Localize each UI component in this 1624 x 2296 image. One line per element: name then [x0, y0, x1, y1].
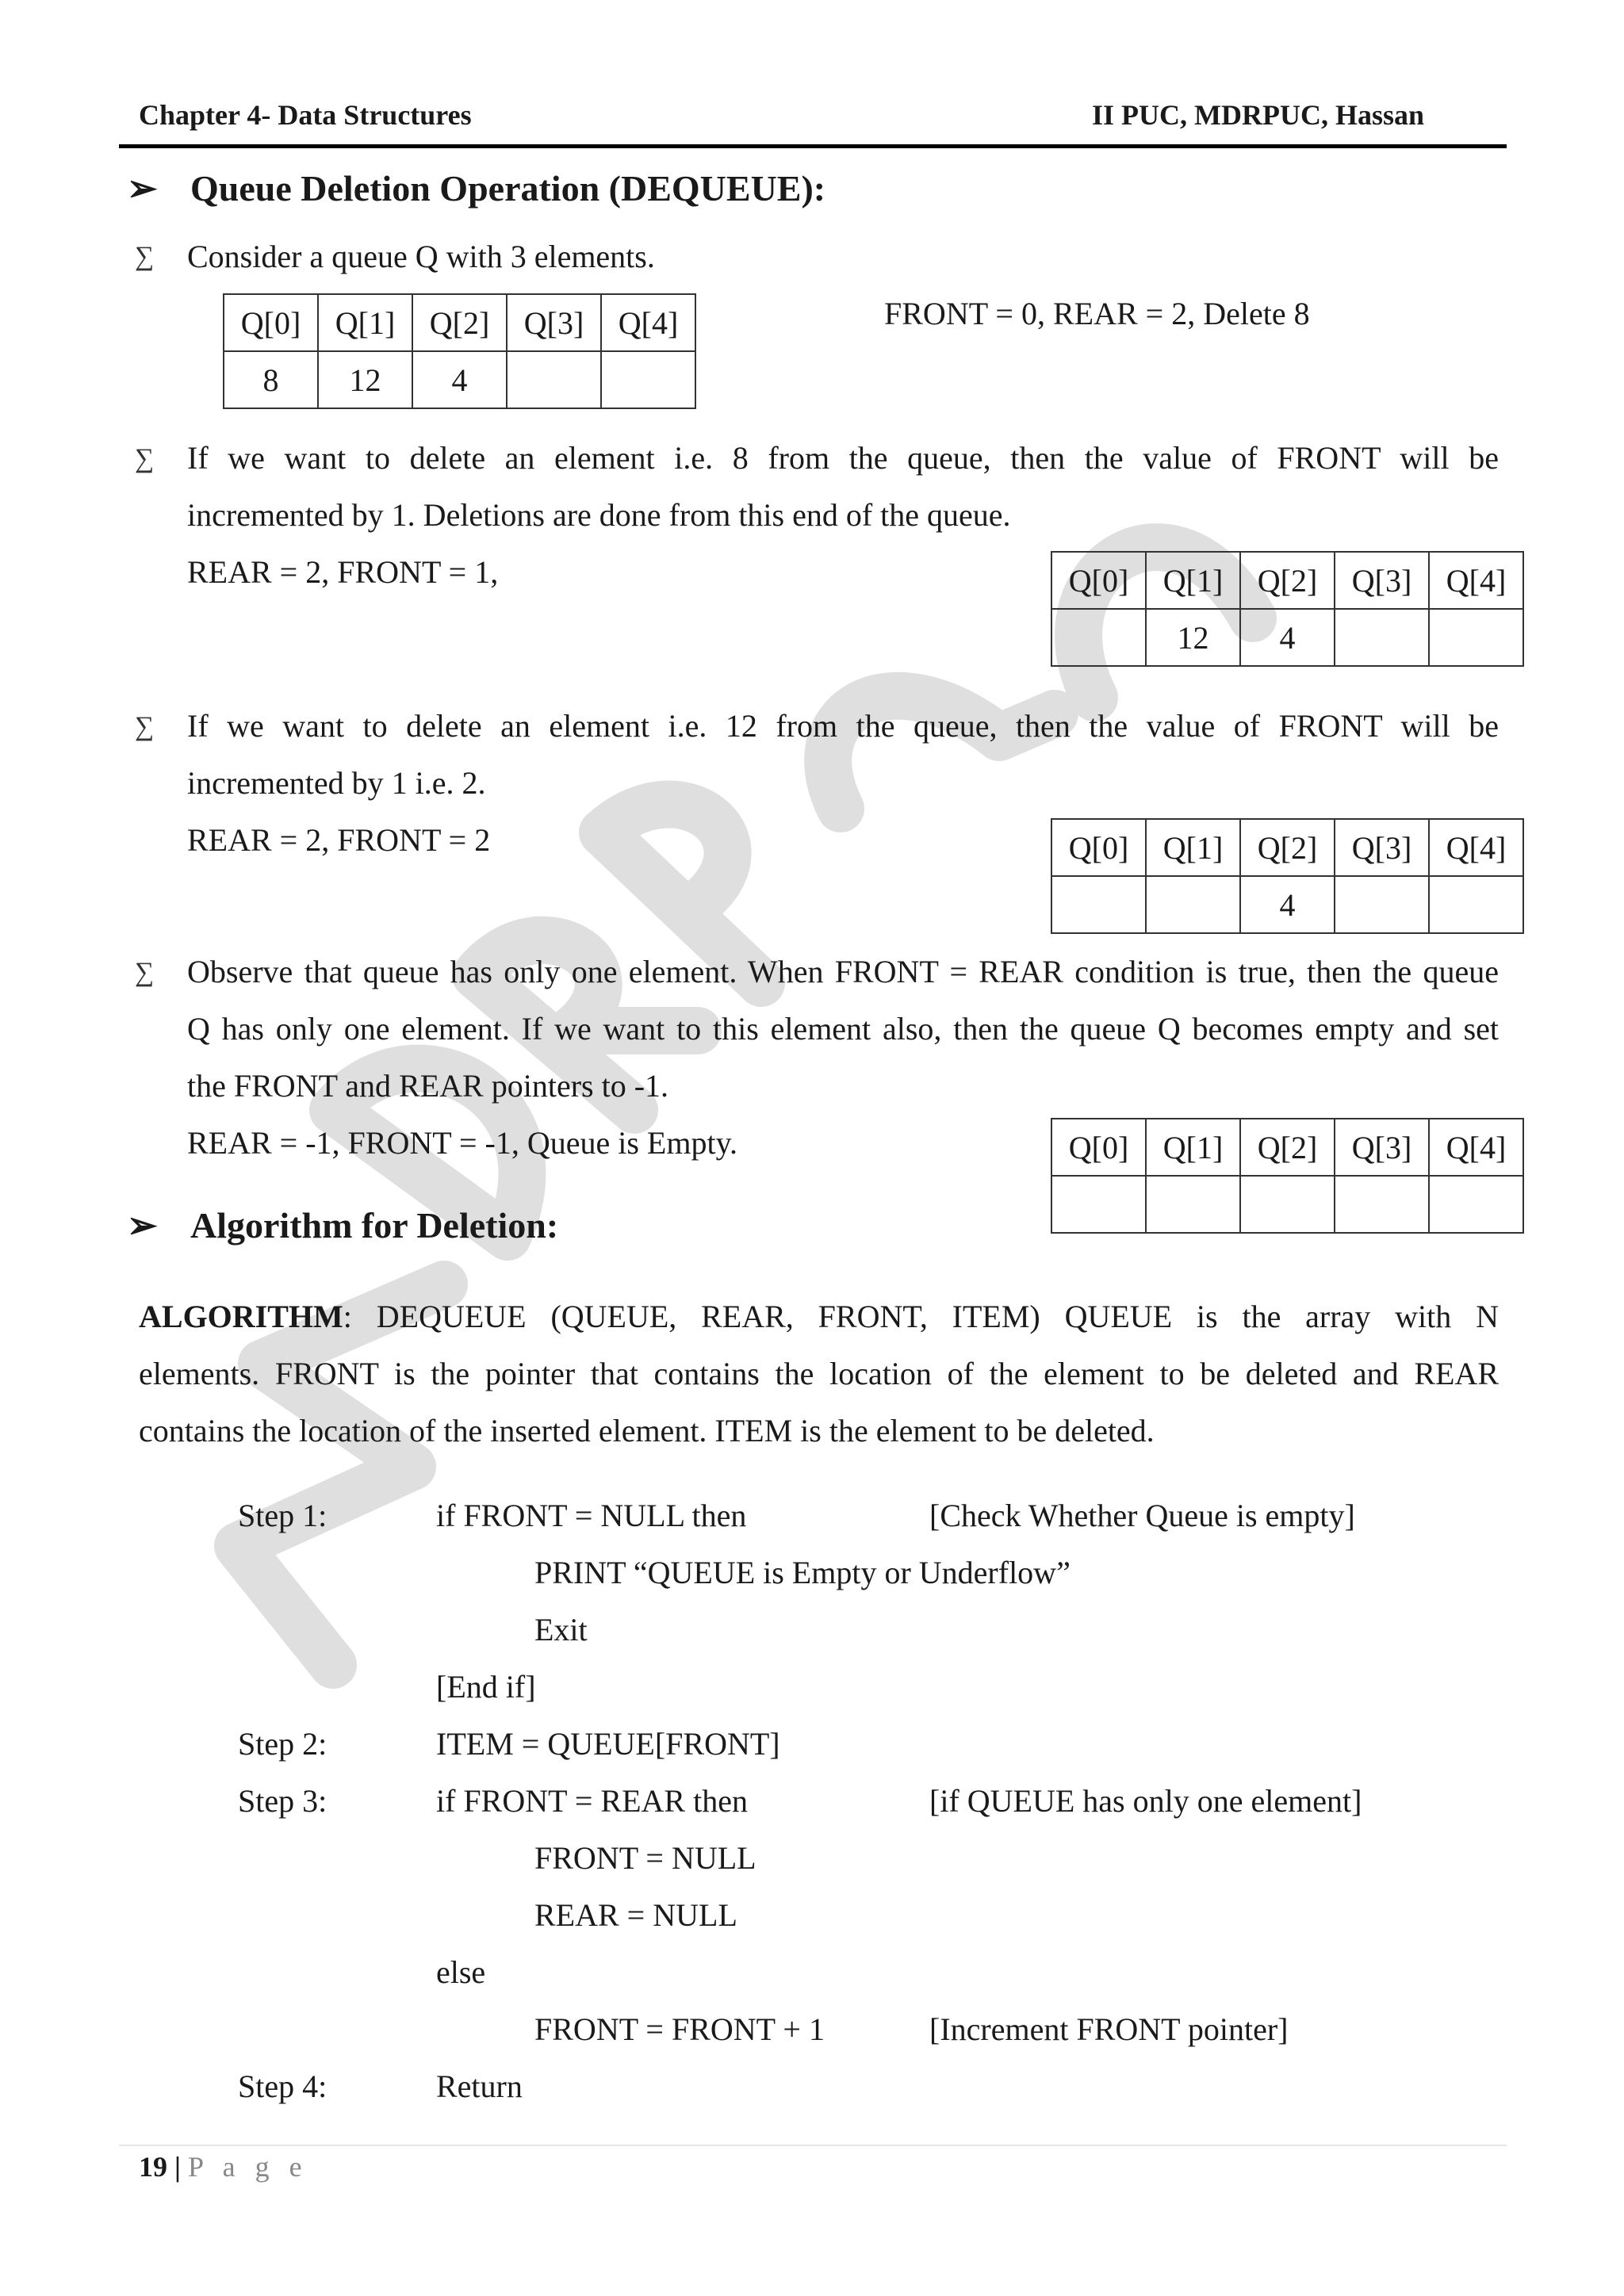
table-header-cell: Q[3]: [1335, 1119, 1429, 1176]
sum-bullet-icon: ∑: [135, 242, 155, 271]
table-value-cell: 12: [1146, 609, 1240, 666]
table-header-cell: Q[2]: [1240, 819, 1335, 876]
table-header-cell: Q[1]: [1146, 552, 1240, 609]
table-header-cell: Q[2]: [1240, 1119, 1335, 1176]
paragraph-delete-8-line2: incremented by 1. Deletions are done from this end of the queue.: [187, 497, 1011, 533]
table-value-cell: [1146, 876, 1240, 933]
step-1-comment: [Check Whether Queue is empty]: [929, 1498, 1355, 1533]
table-value-cell: [1335, 1176, 1429, 1233]
arrow-bullet-icon: ➢: [127, 1205, 158, 1246]
step-2-code: ITEM = QUEUE[FRONT]: [436, 1726, 780, 1762]
paragraph-consider-queue: Consider a queue Q with 3 elements.: [187, 239, 655, 274]
step-3-code: if FRONT = REAR then: [436, 1783, 748, 1819]
table-header-cell: Q[3]: [507, 294, 601, 351]
footer-divider: [119, 2145, 1507, 2146]
table-value-cell: 8: [224, 351, 318, 408]
table-header-cell: Q[0]: [224, 294, 318, 351]
sum-bullet-icon: ∑: [135, 958, 155, 987]
algorithm-description-line3: contains the location of the inserted element. ITEM is the element to be deleted.: [139, 1413, 1155, 1448]
step-1-endif: [End if]: [436, 1669, 536, 1705]
queue-table-initial: [223, 293, 696, 409]
table-header-cell: Q[4]: [1429, 552, 1523, 609]
header-divider: [119, 144, 1507, 148]
algorithm-description-line2: elements. FRONT is the pointer that contains the location of the element to be deleted and REAR: [139, 1356, 1499, 1391]
step-3-label: Step 3:: [238, 1783, 327, 1819]
sum-bullet-icon: ∑: [135, 712, 155, 741]
table-header-cell: Q[2]: [412, 294, 507, 351]
queue-table-after-delete-12: [1051, 818, 1524, 934]
paragraph-delete-12-line2: incremented by 1 i.e. 2.: [187, 765, 486, 801]
algorithm-label: ALGORITHM: [139, 1299, 343, 1334]
queue-table-empty: [1051, 1118, 1524, 1234]
table-value-cell: [1429, 1176, 1523, 1233]
table-header-cell: Q[2]: [1240, 552, 1335, 609]
page-footer: [139, 2150, 308, 2183]
section-heading-dequeue: [127, 166, 825, 209]
table-header-cell: Q[1]: [1146, 819, 1240, 876]
paragraph-one-element-line1: Observe that queue has only one element. When FRONT = REAR condition is true, then the queue: [187, 954, 1499, 989]
header-chapter-title: Chapter 4- Data Structures: [139, 99, 472, 131]
step-2-label: Step 2:: [238, 1726, 327, 1762]
queue-table-after-delete-8: [1051, 551, 1524, 667]
table-value-cell: 12: [318, 351, 412, 408]
section-title-text: Queue Deletion Operation (DEQUEUE):: [190, 168, 826, 209]
step-4-code: Return: [436, 2068, 523, 2104]
table-value-cell: [1051, 609, 1146, 666]
paragraph-delete-12-line1: If we want to delete an element i.e. 12 from the queue, then the value of FRONT will be: [187, 708, 1499, 744]
page-word: P a g e: [187, 2151, 308, 2183]
step-3-increment-comment: [Increment FRONT pointer]: [929, 2011, 1289, 2047]
table-header-cell: Q[3]: [1335, 819, 1429, 876]
table-value-cell: 4: [1240, 876, 1335, 933]
sum-bullet-icon: ∑: [135, 444, 155, 473]
paragraph-one-element-line2: Q has only one element. If we want to this element also, then the queue Q becomes empty and set: [187, 1011, 1499, 1047]
table-header-cell: Q[3]: [1335, 552, 1429, 609]
step-1-label: Step 1:: [238, 1498, 327, 1533]
table-value-cell: [1051, 876, 1146, 933]
algorithm-description-line1: [139, 1288, 1499, 1345]
table-header-cell: Q[0]: [1051, 1119, 1146, 1176]
step-1-exit: Exit: [534, 1612, 588, 1647]
step-3-rear-null: REAR = NULL: [534, 1897, 737, 1933]
table-value-cell: [1051, 1176, 1146, 1233]
arrow-bullet-icon: ➢: [127, 168, 158, 209]
state-text-3: REAR = 2, FRONT = 2: [187, 822, 491, 858]
state-text-4: REAR = -1, FRONT = -1, Queue is Empty.: [187, 1125, 737, 1161]
section-heading-algorithm: [127, 1203, 558, 1246]
table-value-cell: [507, 351, 601, 408]
table-value-cell: 4: [412, 351, 507, 408]
algorithm-signature: : DEQUEUE (QUEUE, REAR, FRONT, ITEM) QUEUE is the array with N: [343, 1299, 1499, 1334]
table-header-cell: Q[4]: [601, 294, 695, 351]
step-4-label: Step 4:: [238, 2068, 327, 2104]
step-3-else: else: [436, 1954, 486, 1990]
step-1-print: PRINT “QUEUE is Empty or Underflow”: [534, 1555, 1071, 1590]
page-number: 19: [139, 2151, 167, 2183]
table-value-cell: [601, 351, 695, 408]
table-header-cell: Q[0]: [1051, 552, 1146, 609]
state-text-1: FRONT = 0, REAR = 2, Delete 8: [884, 296, 1310, 331]
table-value-cell: [1335, 876, 1429, 933]
table-header-cell: Q[1]: [1146, 1119, 1240, 1176]
paragraph-one-element-line3: the FRONT and REAR pointers to -1.: [187, 1068, 669, 1104]
page-separator: |: [167, 2151, 188, 2183]
state-text-2: REAR = 2, FRONT = 1,: [187, 554, 499, 590]
table-value-cell: [1429, 876, 1523, 933]
table-value-cell: [1240, 1176, 1335, 1233]
step-3-increment: FRONT = FRONT + 1: [534, 2011, 825, 2047]
step-3-comment: [if QUEUE has only one element]: [929, 1783, 1362, 1819]
step-3-front-null: FRONT = NULL: [534, 1840, 756, 1876]
table-header-cell: Q[0]: [1051, 819, 1146, 876]
table-header-cell: Q[4]: [1429, 1119, 1523, 1176]
table-header-cell: Q[1]: [318, 294, 412, 351]
table-value-cell: [1429, 609, 1523, 666]
table-value-cell: 4: [1240, 609, 1335, 666]
table-value-cell: [1146, 1176, 1240, 1233]
header-institution: II PUC, MDRPUC, Hassan: [1091, 99, 1424, 131]
table-value-cell: [1335, 609, 1429, 666]
step-1-code: if FRONT = NULL then: [436, 1498, 747, 1533]
paragraph-delete-8-line1: If we want to delete an element i.e. 8 from the queue, then the value of FRONT will be: [187, 440, 1499, 476]
table-header-cell: Q[4]: [1429, 819, 1523, 876]
section-title-text: Algorithm for Deletion:: [190, 1205, 559, 1246]
